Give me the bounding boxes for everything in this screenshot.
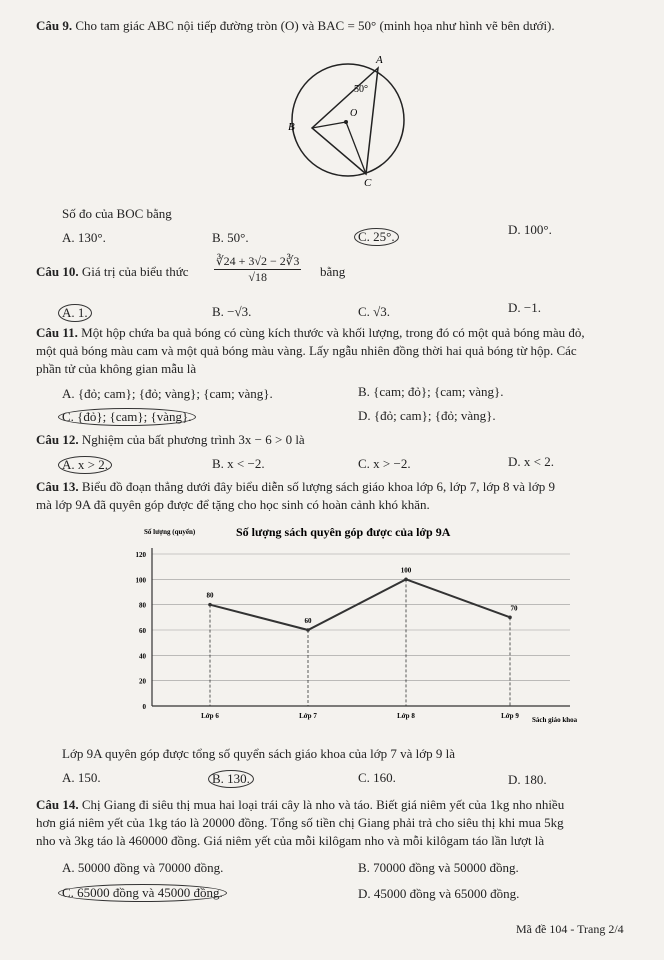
circle-mark: C. {đỏ}; {cam}; {vàng}. bbox=[58, 408, 196, 426]
line-chart bbox=[100, 522, 580, 744]
chart-x-categories bbox=[201, 712, 519, 720]
y-tick-label: 80 bbox=[139, 601, 146, 610]
chart-grid bbox=[152, 548, 570, 706]
q11-option-b: B. {cam; đỏ}; {cam; vàng}. bbox=[358, 384, 504, 399]
q13-option-b bbox=[212, 770, 254, 788]
q12-label: Câu 12. bbox=[36, 432, 79, 447]
data-label: 70 bbox=[510, 604, 518, 613]
q12-option-a bbox=[62, 456, 112, 474]
q13-option-a: A. 150. bbox=[62, 770, 101, 785]
q11-label: Câu 11. bbox=[36, 325, 78, 340]
q9-option-c bbox=[358, 228, 399, 246]
circle-mark: C. 65000 đồng và 45000 đồng. bbox=[58, 884, 227, 902]
q10-denominator: √18 bbox=[248, 270, 267, 284]
q14-option-a: A. 50000 đồng và 70000 đồng. bbox=[62, 860, 224, 875]
y-tick-label: 60 bbox=[139, 627, 146, 635]
q11-line-3: phần tử của không gian mẫu là bbox=[36, 361, 197, 376]
q13-option-c: C. 160. bbox=[358, 770, 396, 785]
q13-text bbox=[36, 478, 628, 514]
x-tick-label: Lớp 9 bbox=[501, 712, 519, 720]
q14-line-2: hơn giá niêm yết của 1kg táo là 20000 đồng. Tổng số tiền chị Giang phải trả cho siêu thị khi mua 5kg bbox=[36, 815, 564, 830]
q10-label: Câu 10. bbox=[36, 264, 79, 279]
q9-body: Cho tam giác ABC nội tiếp đường tròn (O) và BAC = 50° (minh họa như hình vẽ bên dưới). bbox=[75, 18, 555, 33]
page-footer: Mã đề 104 - Trang 2/4 bbox=[516, 922, 624, 936]
x-tick-label: Lớp 7 bbox=[299, 712, 317, 720]
y-tick-label: 40 bbox=[139, 652, 146, 661]
chart-title: Số lượng sách quyên góp được của lớp 9A bbox=[236, 525, 451, 539]
q9-question: Số đo của BOC bằng bbox=[62, 206, 172, 221]
label-o: O bbox=[350, 108, 358, 119]
q14-option-c bbox=[62, 884, 227, 902]
angle-label: 50° bbox=[354, 84, 368, 95]
data-point bbox=[306, 628, 310, 632]
chart-series bbox=[207, 566, 519, 706]
data-point bbox=[508, 616, 512, 620]
q9-option-a: A. 130°. bbox=[62, 230, 106, 245]
q14-line-3: nho và 3kg táo là 460000 đồng. Giá niêm yết của mỗi kilôgam nho và mỗi kilôgam táo lần lượt là bbox=[36, 833, 545, 848]
q10-option-d: D. −1. bbox=[508, 300, 541, 315]
q13-question: Lớp 9A quyên góp được tổng số quyển sách giáo khoa của lớp 7 và lớp 9 là bbox=[62, 746, 456, 761]
q11-line-2: một quả bóng màu cam và một quả bóng màu vàng. Lấy ngẫu nhiên đồng thời hai quả bóng từ hộp. Các bbox=[36, 343, 577, 358]
q10-text bbox=[36, 264, 189, 280]
q12-option-d: D. x < 2. bbox=[508, 454, 554, 469]
q12-body: Nghiệm của bất phương trình 3x − 6 > 0 là bbox=[81, 432, 305, 447]
q10-body: Giá trị của biểu thức bbox=[81, 264, 189, 279]
circle-mark: A. x > 2. bbox=[58, 456, 112, 474]
q9-option-d: D. 100°. bbox=[508, 222, 552, 237]
q11-option-d: D. {đỏ; cam}; {đỏ; vàng}. bbox=[358, 408, 496, 423]
triangle-circle-figure bbox=[280, 50, 420, 190]
label-a: A bbox=[376, 54, 383, 66]
circle-mark: B. 130. bbox=[208, 770, 254, 788]
label-c: C bbox=[364, 177, 372, 189]
q11-line-1: Một hộp chứa ba quả bóng có cùng kích thước và khối lượng, trong đó có một quả bóng màu đỏ, bbox=[81, 325, 585, 340]
x-tick-label: Lớp 8 bbox=[397, 712, 415, 720]
y-tick-label: 0 bbox=[142, 703, 146, 711]
q10-numerator: ∛24 + 3√2 − 2∛3 bbox=[216, 254, 300, 268]
q12-option-c: C. x > −2. bbox=[358, 456, 411, 471]
q14-option-b: B. 70000 đồng và 50000 đồng. bbox=[358, 860, 519, 875]
q9-text bbox=[36, 18, 555, 34]
q14-line-1: Chị Giang đi siêu thị mua hai loại trái cây là nho và táo. Biết giá niêm yết của 1kg nho nhiều bbox=[81, 797, 565, 812]
y-tick-label: 120 bbox=[135, 551, 146, 559]
q12-text bbox=[36, 432, 305, 448]
q10-option-b: B. −√3. bbox=[212, 304, 252, 319]
q14-option-d: D. 45000 đồng và 65000 đồng. bbox=[358, 886, 520, 901]
data-label: 100 bbox=[400, 566, 412, 575]
x-tick-label: Lớp 6 bbox=[201, 712, 219, 720]
q9-option-b: B. 50°. bbox=[212, 230, 249, 245]
circle-mark: A. 1. bbox=[58, 304, 92, 322]
q11-option-a: A. {đỏ; cam}; {đỏ; vàng}; {cam; vàng}. bbox=[62, 386, 273, 401]
q13-line-1: Biểu đồ đoạn thẳng dưới đây biểu diễn số lượng sách giáo khoa lớp 6, lớp 7, lớp 8 và lớp 9 bbox=[81, 479, 555, 494]
q13-label: Câu 13. bbox=[36, 479, 79, 494]
chart-ylabel: Số lượng (quyển) bbox=[144, 528, 196, 536]
q11-option-c bbox=[62, 408, 196, 426]
q10-fraction bbox=[214, 254, 301, 285]
q13-line-2: mà lớp 9A đã quyên góp được để tặng cho học sinh có hoàn cảnh khó khăn. bbox=[36, 497, 430, 512]
data-label: 80 bbox=[206, 591, 214, 600]
q10-option-a bbox=[62, 304, 92, 322]
q11-text bbox=[36, 324, 628, 378]
circle-mark: C. 25°. bbox=[354, 228, 399, 246]
q12-option-b: B. x < −2. bbox=[212, 456, 265, 471]
q13-option-d: D. 180. bbox=[508, 772, 547, 787]
q10-tail: bằng bbox=[320, 264, 346, 279]
data-point bbox=[208, 603, 212, 607]
center-point bbox=[344, 120, 348, 124]
y-tick-label: 20 bbox=[139, 677, 146, 686]
y-tick-label: 100 bbox=[135, 576, 146, 585]
data-label: 60 bbox=[304, 617, 312, 625]
q10-option-c: C. √3. bbox=[358, 304, 391, 319]
chart-xlabel: Sách giáo khoa bbox=[532, 716, 578, 724]
label-b: B bbox=[288, 121, 295, 133]
q14-text bbox=[36, 796, 628, 850]
q9-label: Câu 9. bbox=[36, 18, 73, 33]
chart-y-ticks bbox=[136, 551, 147, 711]
q14-label: Câu 14. bbox=[36, 797, 79, 812]
data-point bbox=[404, 578, 408, 582]
